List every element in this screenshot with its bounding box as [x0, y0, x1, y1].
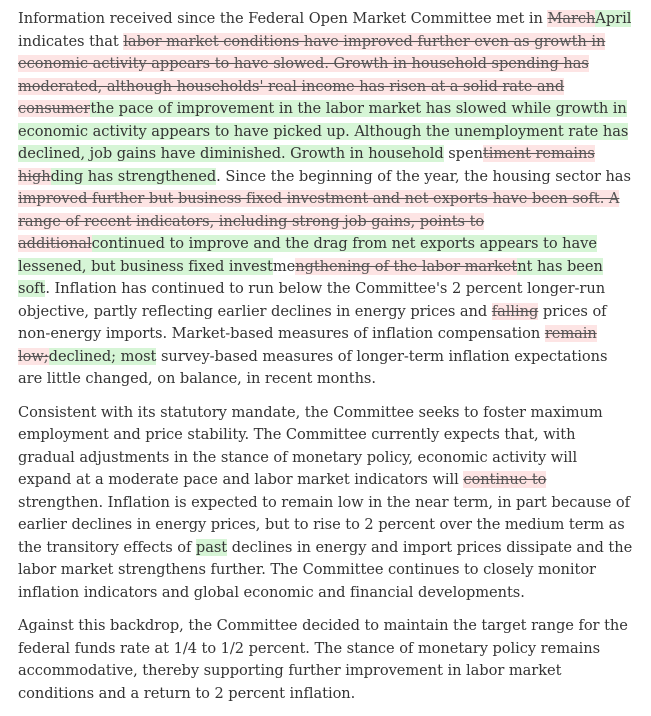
- unchanged-text: prices of non-energy imports. Market-based measures of inflation compensation: [18, 302, 607, 342]
- inserted-text: April: [595, 10, 632, 27]
- unchanged-text: declines in energy and import prices dissipate and the labor market strengthens further. The Committee continues to closely monitor inflation indicators and global economic and financial developments.: [18, 538, 633, 601]
- unchanged-text: . Inflation has continued to run below the Committee's 2 percent longer-run objective, partly reflecting earlier declines in energy prices and: [18, 280, 606, 320]
- unchanged-text: spen: [443, 145, 483, 162]
- inserted-text: ding has strengthened: [50, 167, 217, 185]
- unchanged-text: strengthen. Inflation is expected to remain low in the near term, in part because of earlier declines in energy prices, but to rise to 2 percent over the medium term as the transitory effects of: [18, 493, 631, 556]
- deleted-text: timent remains high: [18, 145, 595, 185]
- inserted-text: past: [195, 538, 228, 556]
- paragraph-mandate-outlook: [18, 402, 634, 605]
- deleted-text: March: [547, 10, 596, 27]
- deleted-text: falling: [491, 302, 539, 320]
- unchanged-text: indicates that: [18, 32, 124, 50]
- deleted-text: labor market conditions have improved further even as growth in economic activity appears to have slowed. Growth in household spending has moderated, although households' real income has risen at a solid rate and consumer: [18, 32, 606, 117]
- inserted-text: declined; most: [48, 347, 157, 365]
- paragraph-economic-conditions: [18, 8, 634, 391]
- unchanged-text: me: [272, 257, 296, 275]
- unchanged-text: . Since the beginning of the year, the housing sector has: [216, 167, 631, 185]
- deleted-text: continue to: [463, 471, 547, 488]
- redline-document: [18, 8, 634, 716]
- paragraph-policy-decision: [18, 615, 634, 705]
- unchanged-text: survey-based measures of longer-term inflation expectations are little changed, on balance, in recent months.: [18, 347, 608, 387]
- inserted-text: continued to improve and the drag from net exports appears to have lessened, but business fixed invest: [18, 235, 597, 275]
- unchanged-text: Against this backdrop, the Committee decided to maintain the target range for the federal funds rate at 1/4 to 1/2 percent. The stance of monetary policy remains accommodative, thereby supporting further improvement in labor market conditions and a return to 2 percent inflation.: [18, 617, 628, 702]
- deleted-text: improved further but business fixed investment and net exports have been soft. A range of recent indicators, including strong job gains, points to additional: [18, 190, 620, 252]
- unchanged-text: Consistent with its statutory mandate, the Committee seeks to foster maximum employment and price stability. The Committee currently expects that, with gradual adjustments in the stance of monetary policy, economic activity will expand at a moderate pace and labor market indicators will: [18, 403, 603, 488]
- deleted-text: remain low;: [18, 325, 597, 365]
- deleted-text: ngthening of the labor market: [295, 257, 518, 275]
- unchanged-text: Information received since the Federal Open Market Committee met in: [18, 10, 548, 27]
- inserted-text: nt has been soft: [18, 257, 603, 297]
- inserted-text: the pace of improvement in the labor market has slowed while growth in economic activity appears to have picked up. Although the unemployment rate has declined, job gains have diminished. Growth in household: [18, 100, 629, 162]
